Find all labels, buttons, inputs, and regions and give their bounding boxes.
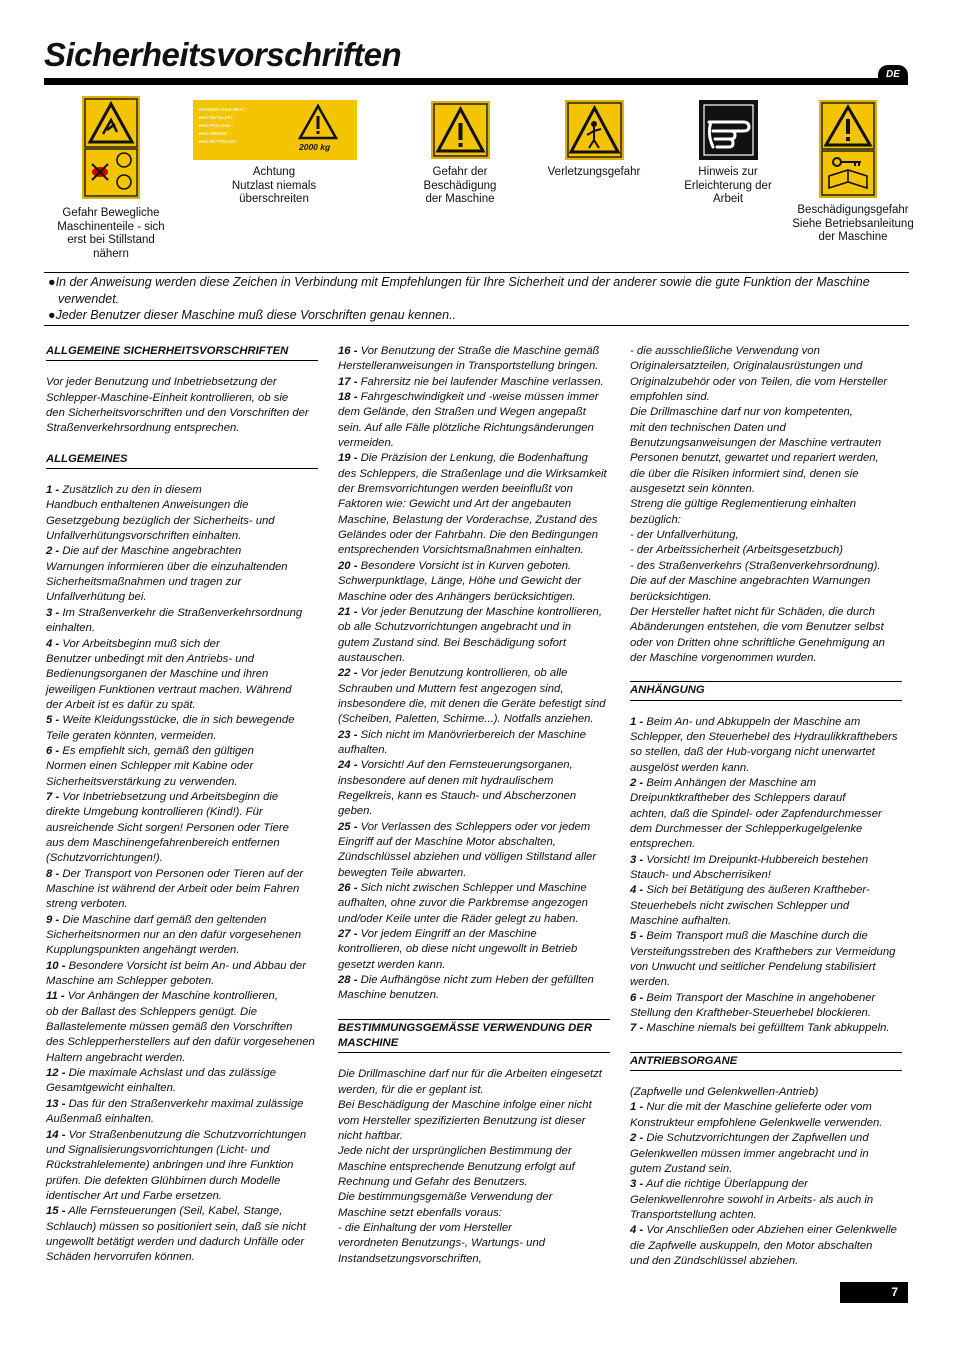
list-item: 7 - Vor Inbetriebsetzung und Arbeitsbeginn die direkte Umgebung kontrollieren (Kind!). Für ausreichende Sicht sorgen! Personen oder Tiere aus dem Maschinengefahrenbereich entfernen (Schutzvorrichtungen!). <box>46 790 289 865</box>
list-item: 1 - Beim An- und Abkuppeln der Maschine am Schlepper, den Steuerhebel des Hydraulikkrafthebers so stellen, daß der Hub-vorgang nicht unerwartet ausgelöst werden kann. <box>630 715 898 774</box>
section-heading: ANTRIEBSORGANE <box>630 1052 902 1071</box>
intro-top-rule <box>44 272 909 273</box>
list-item: 17 - Fahrersitz nie bei laufender Maschine verlassen. <box>338 375 604 388</box>
list-item: 23 - Sich nicht im Manövrierbereich der Maschine aufhalten. <box>338 728 587 756</box>
list-item: 4 - Vor Arbeitsbeginn muß sich der Benutzer unbedingt mit den Antriebs- und Bedienungsorganen der Maschine und ihren jeweiligen Funktionen vertraut machen. Während der Arbeit ist es dafür zu spät. <box>46 637 292 711</box>
column-middle <box>338 344 610 1267</box>
section-heading: ALLGEMEINE SICHERHEITSVORSCHRIFTEN <box>46 344 318 361</box>
list-item: 2 - Die auf der Maschine angebrachten Warnungen informieren über die einzuhaltenden Sicherheitsmaßnahmen und tragen zur Unfallverhütung bei. <box>46 545 288 604</box>
intro-bullets <box>44 274 906 324</box>
sign-caption-payload: Achtung Nutzlast niemals überschreiten <box>231 166 317 206</box>
column-right <box>630 344 902 1269</box>
list-item: 2 - Die Schutzvorrichtungen der Zapfwellen und Gelenkwellen müssen immer angebracht und in gutem Zustand sein. <box>630 1132 869 1175</box>
list-item: 1 - Zusätzlich zu den in diesem Handbuch enthaltenen Anweisungen die Gesetzgebung bezüglich der Sicherheits- und Unfallverhütungsvorschriften einhalten. <box>46 484 275 543</box>
section-text: (Zapfwelle und Gelenkwellen-Antrieb) <box>630 1086 819 1099</box>
section-heading: ANHÄNGUNG <box>630 681 902 700</box>
list-item: 5 - Beim Transport muß die Maschine durch die Versteifungsstreben des Krafthebers zur Vermeidung von Unwucht und seitlicher Pendelung stabilisiert werden. <box>630 930 896 989</box>
list-item: 14 - Vor Straßenbenutzung die Schutzvorrichtungen und Signalisierungsvorrichtungen (Licht- und Rückstrahlelemente) anbringen und ihre Funktion prüfen. Die defekten Glühbirnen durch Modelle identischer Art und Farbe ersetzen. <box>46 1128 307 1202</box>
list-item: 18 - Fahrgeschwindigkeit und -weise müssen immer dem Gelände, den Straßen und Wegen angepaßt sein. Auf alle Fälle plötzliche Richtungsänderungen vermeiden. <box>338 391 599 450</box>
sign-caption-manual: Beschädigungsgefahr Siehe Betriebsanleitung der Maschine <box>792 204 914 244</box>
list-item: 1 - Nur die mit der Maschine gelieferte oder vom Konstrukteur empfohlene Gelenkwelle verwenden. <box>630 1101 883 1129</box>
list-item: 22 - Vor jeder Benutzung kontrollieren, ob alle Schrauben und Muttern fest angezogen sind, insbesondere die, mit denen die Geräte befestigt sind (Scheiben, Paletten, Schirme...). Notfalls anziehen. <box>338 667 606 726</box>
title-rule <box>44 78 878 85</box>
list-item: 8 - Der Transport von Personen oder Tieren auf der Maschine ist während der Arbeit oder beim Fahren streng verboten. <box>46 867 304 911</box>
language-badge: DE <box>878 65 908 85</box>
section-text: Die Drillmaschine darf nur für die Arbeiten eingesetzt werden, für die er geplant ist. Bei Beschädigung der Maschine infolge einer nicht vom Hersteller spezifizierten Benutzung ist dieser nicht haftbar. Jede nicht der ursprünglichen Bestimmung der Maschine entsprechende Benutzung erfolgt auf Rechnung und Gefahr des Benutzers. Die bestimmungsgemäße Verwendung der Maschine setzt ebenfalls voraus: - die Einhaltung der vom Hersteller verordneten Benutzungs-, Wartungs- und Instandsetzungsvorschriften, <box>338 1068 602 1265</box>
list-item: 16 - Vor Benutzung der Straße die Maschine gemäß Herstelleranweisungen in Transportstellung bringen. <box>338 345 600 373</box>
list-item: 5 - Weite Kleidungsstücke, die in sich bewegende Teile geraten könnten, vermeiden. <box>46 714 295 742</box>
section-heading: BESTIMMUNGSGEMÄSSE VERWENDUNG DER MASCHINE <box>338 1019 610 1054</box>
list-item: 3 - Auf die richtige Überlappung der Gelenkwellenrohre sowohl in Arbeits- als auch in Transportstellung achten. <box>630 1178 874 1221</box>
list-item: 7 - Maschine niemals bei gefülltem Tank abkuppeln. <box>630 1022 890 1035</box>
sign-caption-info: Hinweis zur Erleichterung der Arbeit <box>684 166 772 206</box>
list-item: 21 - Vor jeder Benutzung der Maschine kontrollieren, ob alle Schutzvorrichtungen angebracht und in gutem Zustand sind. Bei Beschädigung sofort austauschen. <box>338 605 602 664</box>
list-item: 26 - Sich nicht zwischen Schlepper und Maschine aufhalten, ohne zuvor die Parkbremse angezogen und/oder Keile unter die Räder gelegt zu haben. <box>338 882 588 925</box>
sign-caption-machine-damage: Gefahr der Beschädigung der Maschine <box>423 166 497 206</box>
intro-bottom-rule <box>44 325 909 326</box>
intro-bullet: ●Jeder Benutzer dieser Maschine muß diese Vorschriften genau kennen.. <box>48 308 457 322</box>
list-item: 10 - Besondere Vorsicht ist beim An- und Abbau der Maschine am Schlepper geboten. <box>46 959 306 988</box>
section-heading: ALLGEMEINES <box>46 452 318 469</box>
section-text: Vor jeder Benutzung und Inbetriebsetzung der Schlepper-Maschine-Einheit kontrollieren, ob sie den Sicherheitsvorschriften und den Vorschriften der Straßenverkehrsordnung entsprechen. <box>46 376 309 435</box>
list-item: 6 - Es empfiehlt sich, gemäß den gültigen Normen einen Schlepper mit Kabine oder Sicherheitsverstärkung zu verwenden. <box>46 744 254 788</box>
list-item: 2 - Beim Anhängen der Maschine am Dreipunktkraftheber des Schleppers darauf achten, daß die Spindel- oder Zapfendurchmesser dem Durchmesser der Schlepperkugelgelenke entsprechen. <box>630 776 882 851</box>
list-item: 25 - Vor Verlassen des Schleppers oder vor jedem Eingriff auf der Maschine Motor abschalten, Zündschlüssel abziehen und völligen Stillstand aller bewegten Teile abwarten. <box>338 820 597 879</box>
list-item: 28 - Die Aufhängöse nicht zum Heben der gefüllten Maschine benutzen. <box>338 974 594 1002</box>
list-item: 19 - Die Präzision der Lenkung, die Bodenhaftung des Schleppers, die Straßenlage und die Wirksamkeit der Bremsvorrichtungen werden beeinflußt von Faktoren wie: Gewicht und Art der angebauten Maschine, Belastung der Vorderachse, Zustand des Geländes oder der Fahrbahn. Die den Bedingungen entsprechenden Vorsichtsmaßnahmen einhalten. <box>338 452 607 557</box>
list-item: 6 - Beim Transport der Maschine in angehobener Stellung den Kraftheber-Steuerhebel blockieren. <box>630 991 876 1020</box>
payload-label-icon <box>193 100 357 160</box>
sign-caption-injury: Verletzungsgefahr <box>547 166 641 178</box>
list-item: 3 - Im Straßenverkehr die Straßenverkehrsordnung einhalten. <box>46 606 303 635</box>
list-item: 13 - Das für den Straßenverkehr maximal zulässige Außenmaß einhalten. <box>46 1097 304 1126</box>
list-item: 15 - Alle Fernsteuerungen (Seil, Kabel, Stange, Schlauch) müssen so positioniert sein, daß sie nicht ungewollt betätigt werden und dadurch Unfälle oder Schäden hervorrufen können. <box>46 1205 306 1264</box>
list-item: 4 - Vor Anschließen oder Abziehen einer Gelenkwelle die Zapfwelle auskuppeln, den Motor abschalten und den Zündschlüssel abziehen. <box>630 1224 897 1267</box>
list-item: 9 - Die Maschine darf gemäß den geltenden Sicherheitsnormen nur an den dafür vorgesehenen Kupplungspunkten angehängt werden. <box>46 913 301 957</box>
list-item: 24 - Vorsicht! Auf den Fernsteuerungsorganen, insbesondere auf denen mit hydraulischem Regelkreis, kann es Stauch- und Abscherzonen geben. <box>338 759 577 818</box>
list-item: 4 - Sich bei Betätigung des äußeren Kraftheber- Steuerhebels nicht zwischen Schlepper und Maschine aufhalten. <box>630 884 870 928</box>
machine-damage-warning-icon <box>431 101 490 159</box>
list-item: 27 - Vor jedem Eingriff an der Maschine kontrollieren, ob diese nicht ungewollt in Betrieb gesetzt werden kann. <box>338 928 578 971</box>
injury-warning-icon <box>565 100 624 160</box>
moving-parts-warning-icon <box>82 96 140 199</box>
manual-warning-icon <box>819 100 877 198</box>
payload-lines: CHARGE UTILE MAX : MAX NUTZLAST : MAX PAYLOAD : MAX INHOUD : MAX NYTTELAST : <box>199 107 246 144</box>
section-text: - die ausschließliche Verwendung von Originalersatzteilen, Originalausrüstungen und Originalzubehör oder von Teilen, die vom Hersteller empfohlen sind. Die Drillmaschine darf nur von kompetenten, mit den technischen Daten und Benutzungsanweisungen der Maschine vertrauten Personen benutzt, gewartet und repariert werden, die über die Risiken informiert sind, denen sie ausgesetzt sein könnten. Streng die gültige Reglementierung einhalten bezüglich: - der Unfallverhütung, - der Arbeitssicherheit (Arbeitsgesetzbuch) - des Straßenverkehrs (Straßenverkehrsordnung). Die auf der Maschine angebrachten Warnungen berücksichtigen. Der Hersteller haftet nicht für Schäden, die durch Abänderungen entstehen, die vom Benutzer selbst oder von Dritten ohne schriftliche Genehmigung an der Maschine vorgenommen wurden. <box>630 345 888 664</box>
pointing-hand-info-icon <box>699 100 758 160</box>
page-number: 7 <box>840 1282 908 1303</box>
list-item: 12 - Die maximale Achslast und das zulässige Gesamtgewicht einhalten. <box>46 1067 277 1095</box>
payload-value: 2000 kg <box>299 142 331 152</box>
intro-bullet: ●In der Anweisung werden diese Zeichen in Verbindung mit Empfehlungen für Ihre Sicherheit und der anderer sowie die gute Funktion der Maschine verwendet. <box>48 275 870 306</box>
list-item: 3 - Vorsicht! Im Dreipunkt-Hubbereich bestehen Stauch- und Abscherrisiken! <box>630 853 869 881</box>
column-left <box>46 344 318 1266</box>
list-item: 20 - Besondere Vorsicht ist in Kurven geboten. Schwerpunktlage, Länge, Höhe und Gewicht der Maschine oder des Anhängers berücksichtigen. <box>338 559 582 603</box>
page-title: Sicherheitsvorschriften <box>44 36 402 73</box>
list-item: 11 - Vor Anhängen der Maschine kontrollieren, ob der Ballast des Schleppers genügt. Die Ballastelemente müssen gemäß den Vorschriften des Schlepperherstellers auf den dafür vorgesehenen Haltern angebracht werden. <box>46 990 315 1064</box>
sign-caption-moving-parts: Gefahr Bewegliche Maschinenteile - sich erst bei Stillstand nähern <box>57 207 165 260</box>
